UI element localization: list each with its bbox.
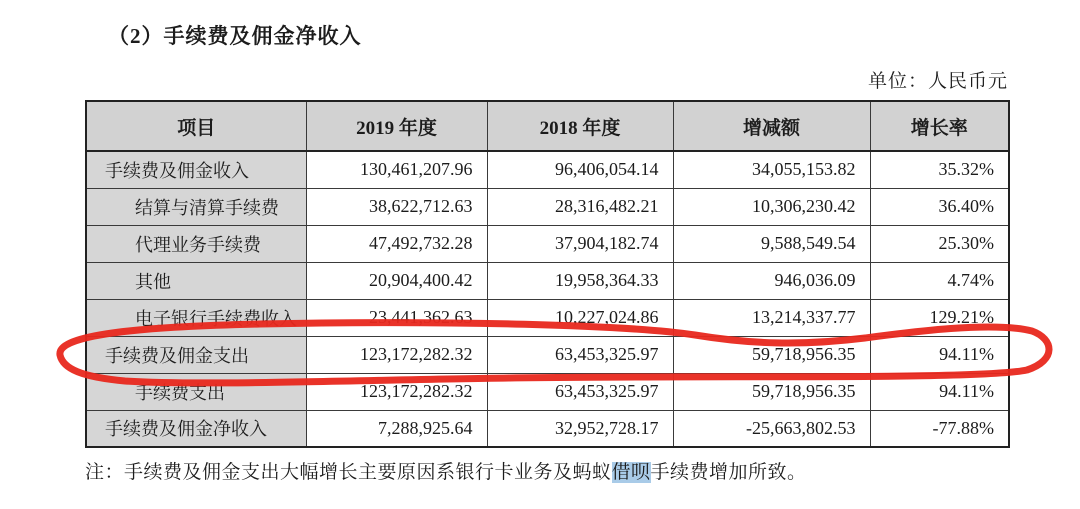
table-row [86,299,1009,336]
value-growth-rate: 94.11% [870,373,1009,410]
value-2018: 19,958,364.33 [487,262,673,299]
row-item-label: 手续费支出 [86,373,306,410]
value-2018: 63,453,325.97 [487,336,673,373]
row-item-label: 代理业务手续费 [86,225,306,262]
value-growth-rate: 94.11% [870,336,1009,373]
value-growth-rate: 36.40% [870,188,1009,225]
value-2018: 28,316,482.21 [487,188,673,225]
value-growth-rate: -77.88% [870,410,1009,447]
value-2019: 47,492,732.28 [306,225,487,262]
value-2019: 7,288,925.64 [306,410,487,447]
table-row [86,410,1009,447]
table-body [86,151,1009,447]
header-change: 增减额 [673,101,870,151]
value-change: 9,588,549.54 [673,225,870,262]
footnote-highlighted-term: 借呗 [611,462,651,483]
footnote [85,457,807,484]
header-2019: 2019 年度 [306,101,487,151]
value-2019: 130,461,207.96 [306,151,487,188]
table-row [86,151,1009,188]
table-row [86,373,1009,410]
row-item-label: 手续费及佣金净收入 [86,410,306,447]
row-item-label: 电子银行手续费收入 [86,299,306,336]
value-change: 946,036.09 [673,262,870,299]
table-row-circled [86,336,1009,373]
value-growth-rate: 129.21% [870,299,1009,336]
footnote-suffix: 手续费增加所致。 [650,462,807,483]
value-2018: 37,904,182.74 [487,225,673,262]
row-item-label: 结算与清算手续费 [86,188,306,225]
header-2018: 2018 年度 [487,101,673,151]
table-row [86,262,1009,299]
value-growth-rate: 25.30% [870,225,1009,262]
value-growth-rate: 4.74% [870,262,1009,299]
value-2019: 20,904,400.42 [306,262,487,299]
value-growth-rate: 35.32% [870,151,1009,188]
value-change: 34,055,153.82 [673,151,870,188]
footnote-prefix: 注：手续费及佣金支出大幅增长主要原因系银行卡业务及蚂蚁 [85,462,612,483]
value-2019: 38,622,712.63 [306,188,487,225]
value-change: 10,306,230.42 [673,188,870,225]
row-item-label: 手续费及佣金支出 [86,336,306,373]
table-row [86,188,1009,225]
fee-commission-table [85,100,1010,448]
value-change: 59,718,956.35 [673,373,870,410]
value-change: 13,214,337.77 [673,299,870,336]
value-2018: 32,952,728.17 [487,410,673,447]
row-item-label: 手续费及佣金收入 [86,151,306,188]
value-change: 59,718,956.35 [673,336,870,373]
header-rate: 增长率 [870,101,1009,151]
header-row [86,101,1009,151]
value-2018: 63,453,325.97 [487,373,673,410]
currency-unit-label: 单位：人民币元 [867,71,1008,92]
value-2019: 123,172,282.32 [306,336,487,373]
value-2018: 10,227,024.86 [487,299,673,336]
header-item: 项目 [86,101,306,151]
value-2018: 96,406,054.14 [487,151,673,188]
section-title: （2）手续费及佣金净收入 [108,24,362,48]
row-item-label: 其他 [86,262,306,299]
value-2019: 123,172,282.32 [306,373,487,410]
table-row [86,225,1009,262]
value-2019: 23,441,362.63 [306,299,487,336]
value-change: -25,663,802.53 [673,410,870,447]
table-header [86,101,1009,151]
